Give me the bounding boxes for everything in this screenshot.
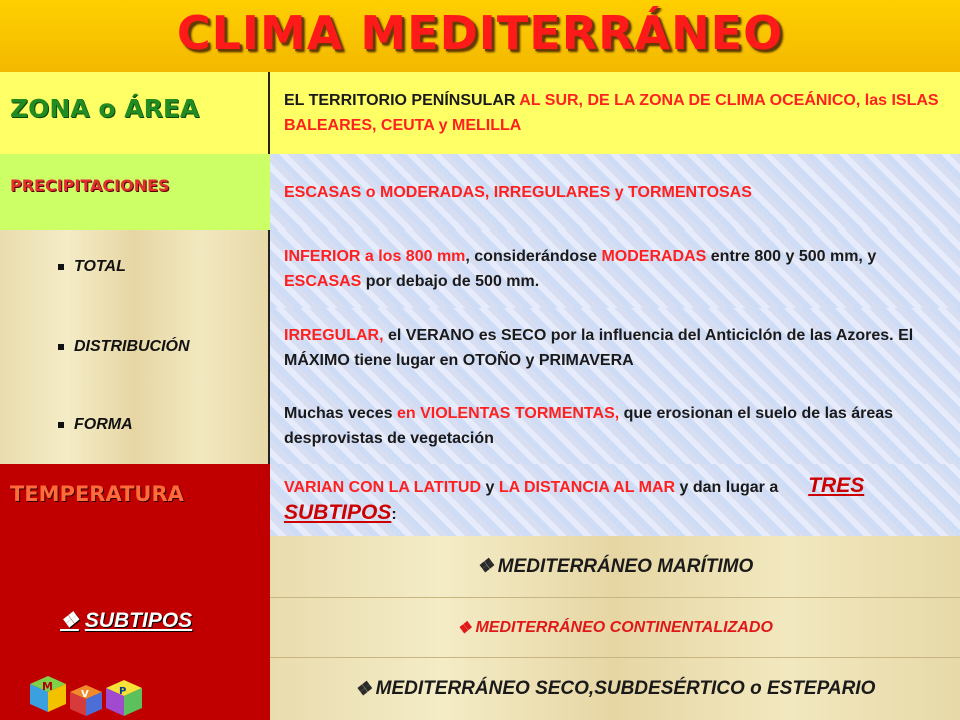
logo-cube-v	[70, 685, 102, 716]
distribucion-label-cell	[0, 308, 270, 388]
distribucion-row	[0, 308, 960, 388]
total-text-cell	[270, 230, 960, 308]
tres-subtipos-link: TRES SUBTIPOS	[284, 474, 865, 524]
logo-cube-m	[30, 676, 66, 712]
logo-cube-p	[106, 680, 142, 716]
forma-row	[0, 388, 960, 464]
subtipo-maritimo: MEDITERRÁNEO MARÍTIMO	[497, 555, 754, 577]
total-row	[0, 230, 960, 308]
subtipos-label-wrap	[60, 608, 192, 633]
distribucion-t1: IRREGULAR,	[284, 327, 384, 344]
precip-label: PRECIPITACIONES	[10, 176, 170, 195]
bullet-square-icon	[58, 264, 64, 270]
forma-t2: en VIOLENTAS TORMENTAS,	[396, 405, 620, 422]
temperatura-t1: VARIAN CON LA LATITUD	[284, 479, 482, 496]
diamond-bullet-icon: ❖	[354, 678, 372, 700]
total-text	[284, 244, 946, 294]
precip-text: ESCASAS o MODERADAS, IRREGULARES y TORMENTOSAS	[284, 183, 752, 201]
temperatura-t4: y dan lugar a	[675, 479, 779, 496]
forma-label-cell	[0, 388, 270, 464]
temperatura-text-cell	[270, 464, 960, 536]
diamond-bullet-icon: ❖	[457, 619, 472, 637]
total-t2: , considerándose	[465, 248, 602, 265]
page-title: CLIMA MEDITERRÁNEO	[176, 6, 784, 60]
temperatura-t6: :	[391, 506, 397, 523]
temperatura-row	[0, 464, 960, 536]
subtipo-item	[270, 598, 960, 658]
distribucion-text	[284, 323, 946, 373]
bullet-square-icon	[58, 344, 64, 350]
zona-text-cell	[270, 72, 960, 154]
zona-text-black: EL TERRITORIO PENÍNSULAR	[284, 92, 520, 109]
zona-row	[0, 72, 960, 154]
zona-text-red: AL SUR, DE LA ZONA DE CLIMA OCEÁNICO, las ISLAS BALEARES, CEUTA y MELILLA	[284, 92, 939, 134]
forma-label: FORMA	[74, 416, 133, 433]
diamond-bullet-icon: ❖	[476, 556, 494, 577]
distribucion-text-cell	[270, 308, 960, 388]
temperatura-label: TEMPERATURA	[10, 482, 184, 506]
forma-text	[284, 401, 946, 451]
subtipos-label: SUBTIPOS	[84, 609, 193, 632]
precip-text-cell	[270, 154, 960, 230]
mvp-logo	[26, 672, 146, 718]
forma-t1: Muchas veces	[284, 405, 397, 422]
temperatura-text	[284, 473, 946, 527]
total-t3: MODERADAS	[601, 248, 707, 265]
bullet-square-icon	[58, 422, 64, 428]
subtipo-seco: MEDITERRÁNEO SECO,SUBDESÉRTICO o ESTEPARIO	[375, 678, 876, 699]
title-bar	[0, 0, 960, 72]
temperatura-t3: LA DISTANCIA AL MAR	[498, 479, 676, 496]
distribucion-label: DISTRIBUCIÓN	[74, 338, 190, 355]
precip-label-cell	[0, 154, 270, 230]
diamond-bullet-icon: ❖	[60, 609, 79, 632]
total-bullet	[58, 258, 126, 276]
zona-text	[284, 88, 946, 138]
subtipo-item	[270, 536, 960, 598]
forma-bullet	[58, 416, 133, 434]
logo-letter-p: P	[119, 686, 127, 697]
zona-label-cell	[0, 72, 270, 154]
forma-t3: que erosionan el suelo de las áreas desprovistas de vegetación	[284, 405, 894, 447]
total-t4: entre 800 y 500 mm, y	[706, 248, 877, 265]
total-t6: por debajo de 500 mm.	[361, 273, 540, 290]
total-t5: ESCASAS	[284, 273, 362, 290]
logo-letter-v: V	[81, 689, 89, 700]
precipitaciones-row	[0, 154, 960, 230]
subtipo-continentalizado: MEDITERRÁNEO CONTINENTALIZADO	[475, 618, 773, 636]
logo-letter-m: M	[42, 680, 53, 693]
total-label: TOTAL	[74, 258, 126, 275]
zona-label: ZONA o ÁREA	[10, 94, 200, 123]
total-t1: INFERIOR a los 800 mm	[284, 248, 466, 265]
temperatura-label-cell	[0, 464, 270, 536]
temperatura-t2: y	[481, 479, 499, 496]
distribucion-bullet	[58, 338, 190, 356]
total-label-cell	[0, 230, 270, 308]
forma-text-cell	[270, 388, 960, 464]
subtipo-item	[270, 658, 960, 720]
distribucion-t2: el VERANO es SECO por la influencia del Anticiclón de las Azores. El MÁXIMO tiene lugar en OTOÑO y PRIMAVERA	[284, 327, 914, 369]
